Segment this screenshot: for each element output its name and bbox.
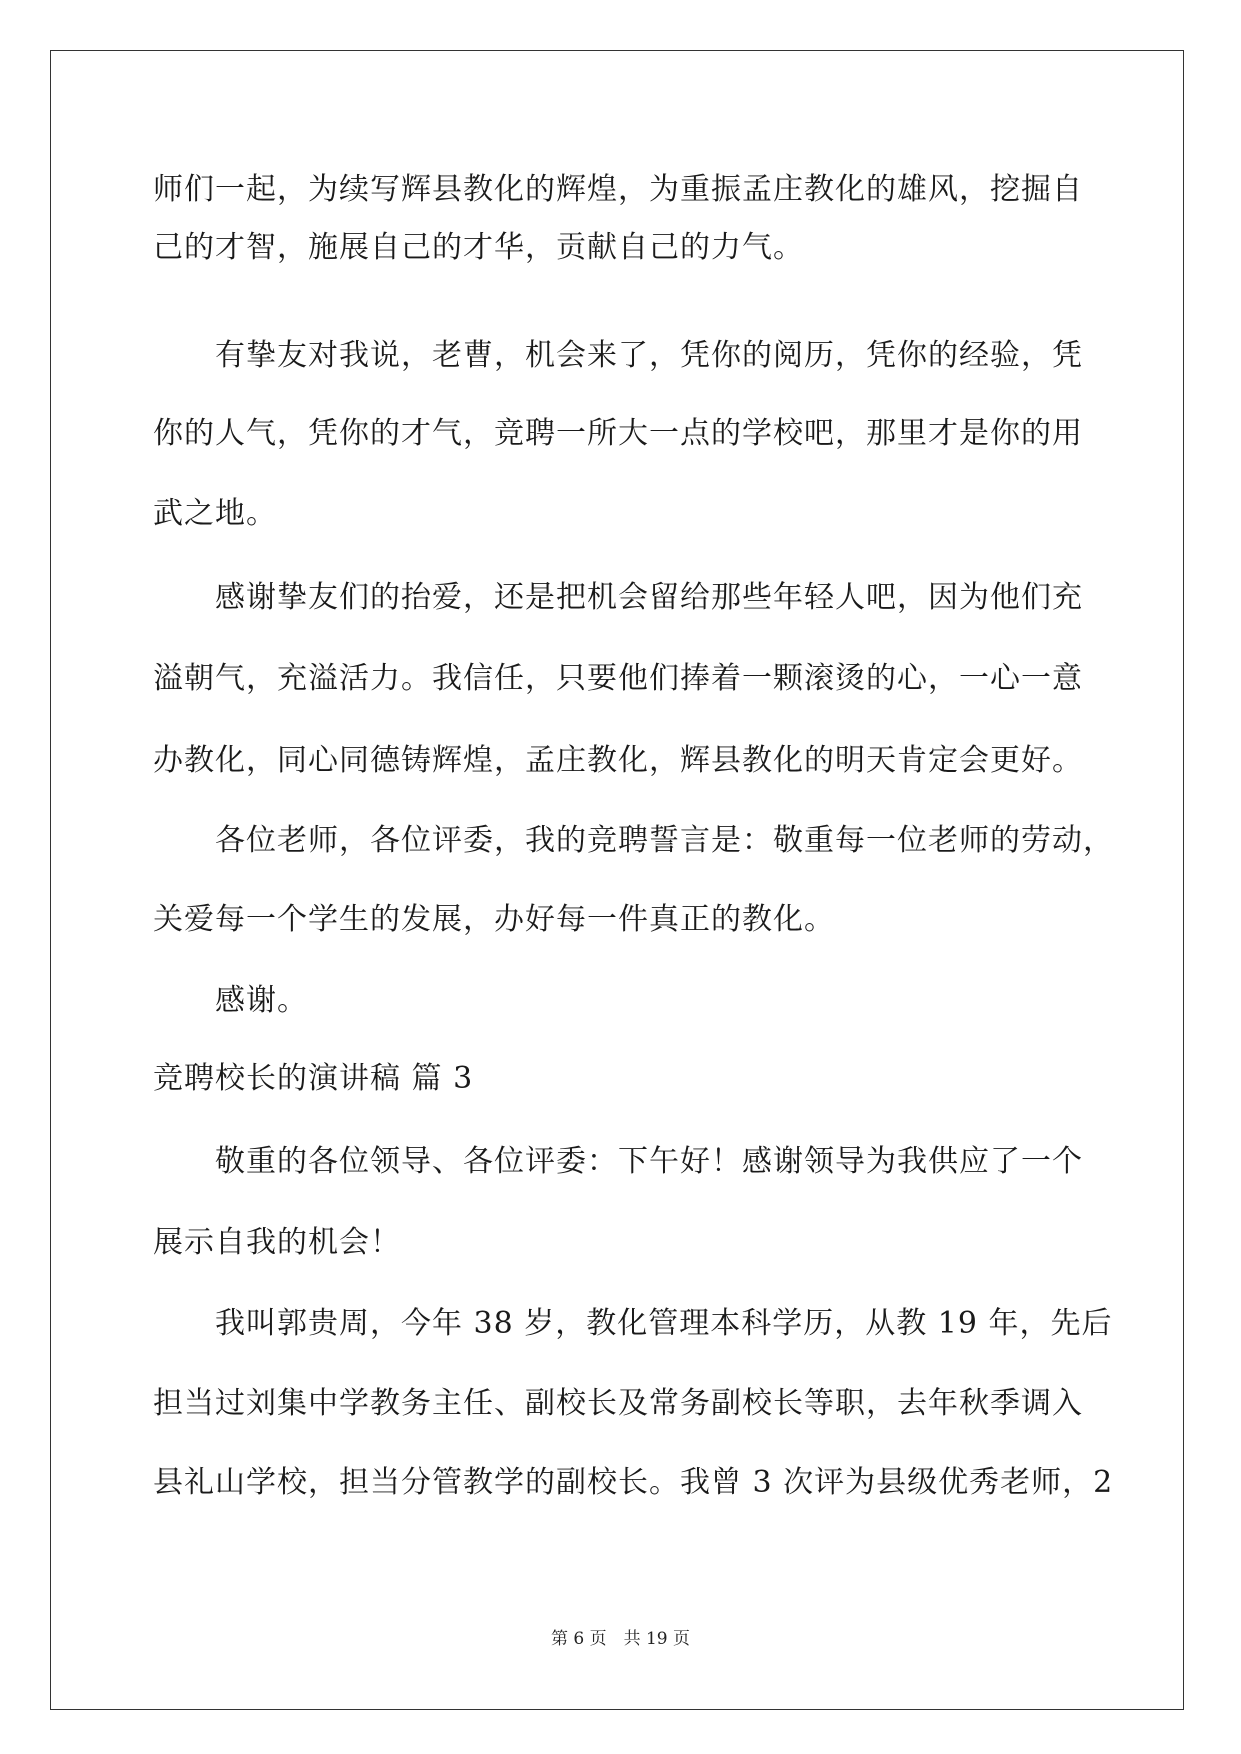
body-line: 我叫郭贵周，今年 38 岁，教化管理本科学历，从教 19 年，先后: [215, 1306, 1113, 1341]
body-line: 有挚友对我说，老曹，机会来了，凭你的阅历，凭你的经验，凭: [215, 338, 1083, 373]
page-border: [50, 50, 1184, 1710]
body-line: 武之地。: [153, 496, 277, 531]
page-footer: 第 6 页 共 19 页: [550, 1629, 691, 1649]
section-heading: 竞聘校长的演讲稿 篇 3: [153, 1061, 474, 1096]
body-line: 感谢挚友们的抬爱，还是把机会留给那些年轻人吧，因为他们充: [215, 580, 1083, 615]
body-line: 展示自我的机会！: [153, 1225, 401, 1260]
body-line: 师们一起，为续写辉县教化的辉煌，为重振孟庄教化的雄风，挖掘自: [153, 172, 1083, 207]
body-line: 感谢。: [215, 983, 308, 1018]
body-line: 办教化，同心同德铸辉煌，孟庄教化，辉县教化的明天肯定会更好。: [153, 743, 1083, 778]
body-line: 己的才智，施展自己的才华，贡献自己的力气。: [153, 230, 804, 265]
body-line: 关爱每一个学生的发展，办好每一件真正的教化。: [153, 902, 835, 937]
body-line: 县礼山学校，担当分管教学的副校长。我曾 3 次评为县级优秀老师，2: [153, 1465, 1114, 1500]
body-line: 敬重的各位领导、各位评委：下午好！感谢领导为我供应了一个: [215, 1144, 1083, 1179]
body-line: 溢朝气，充溢活力。我信任，只要他们捧着一颗滚烫的心，一心一意: [153, 661, 1083, 696]
body-line: 你的人气，凭你的才气，竞聘一所大一点的学校吧，那里才是你的用: [153, 416, 1083, 451]
body-line: 各位老师，各位评委，我的竞聘誓言是：敬重每一位老师的劳动，: [215, 823, 1114, 858]
body-line: 担当过刘集中学教务主任、副校长及常务副校长等职，去年秋季调入: [153, 1386, 1083, 1421]
